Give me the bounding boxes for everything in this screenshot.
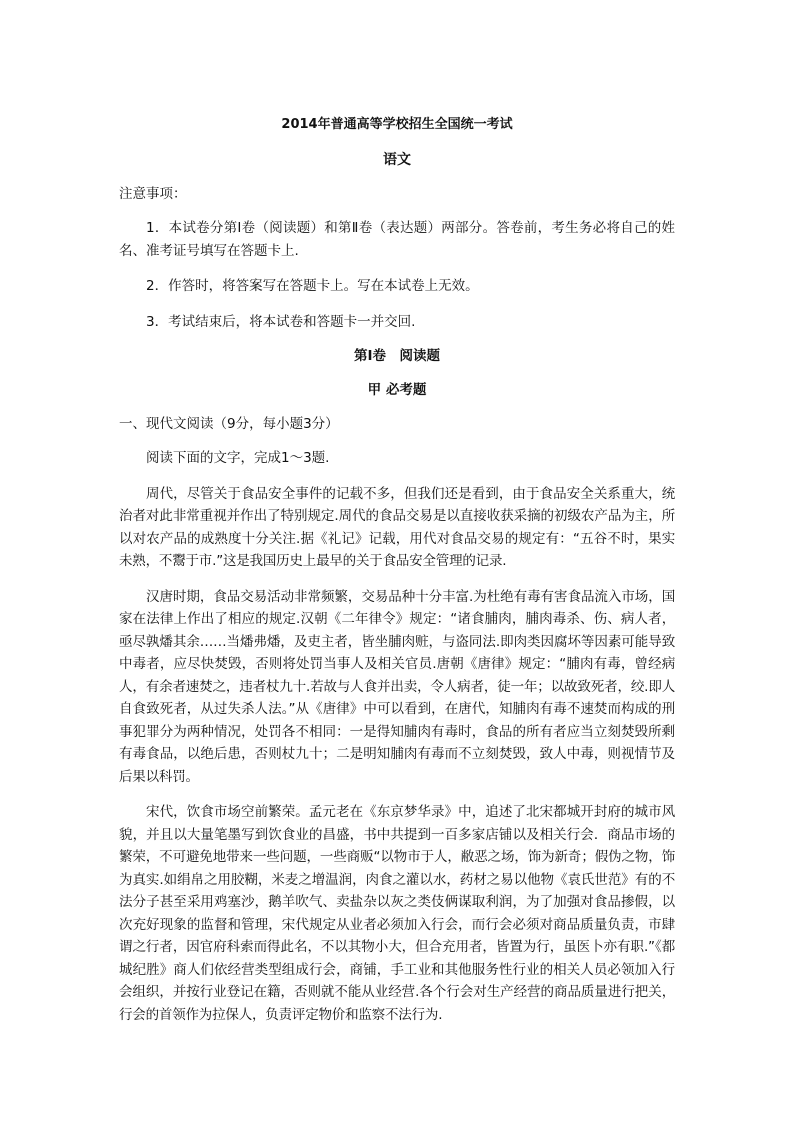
part-title: 甲 必考题	[367, 382, 427, 398]
passage-paragraph-1: 周代，尽管关于食品安全事件的记载不多，但我们还是看到，由于食品安全关系重大，统治者对此非常重视并作出了特别规定.周代的食品交易是以直接收获采摘的初级农产品为主，所以对农产品的成熟度十分关注.据《礼记》记载，用代对食品交易的规定有：“五谷不时，果实未熟，不鬻于市.”这是我国历史上最早的关于食品安全管理的记录.	[119, 485, 675, 569]
notice-item-2: 2．作答时，将答案写在答题卡上。写在本试卷上无效。	[146, 278, 479, 294]
reading-instruction: 阅读下面的文字，完成1～3题.	[146, 450, 330, 466]
notice-item-3: 3．考试结束后，将本试卷和答题卡一并交回.	[146, 313, 416, 330]
passage-paragraph-3: 宋代，饮食市场空前繁荣。孟元老在《东京梦华录》中，追述了北宋都城开封府的城市风貌，并且以大量笔墨写到饮食业的昌盛，书中共提到一百多家店铺以及相关行会．商品市场的繁荣，不可避免地带来一些问题，一些商贩“以物市于人，敝恶之场，饰为新奇；假伪之物，饰为真实.如绢帛之用胶糊，米麦之增温润，肉食之灌以水，药材之易以他物《袁氏世范》有的不法分子甚至采用鸡塞沙，鹅羊吹气、卖盐杂以灰之类伎俩谋取利润，为了加强对食品掺假，以次充好现象的监督和管理，宋代规定从业者必须加入行会，而行会必须对商品质量负责，市肆谓之行者，因官府科索而得此名，不以其物小大，但合充用者，皆置为行，虽医卜亦有职.”《都城纪胜》商人们依经营类型组成行会，商铺，手工业和其他服务性行业的相关人员必领加入行会组织，并按行业登记在籍，否则就不能从业经营.各个行会对生产经营的商品质量进行把关，行会的首领作为拉保人，负责评定物价和监察不法行为.	[119, 804, 675, 1023]
exam-title: 2014年普通高等学校招生全国统一考试	[281, 117, 513, 132]
passage-paragraph-2: 汉唐时期，食品交易活动非常频繁，交易品种十分丰富.为杜绝有毒有害食品流入市场，国家在法律上作出了相应的规定.汉朝《二年律令》规定：“诸食脯肉，脯肉毒杀、伤、病人者，亟尽孰燔其余……当燔弗燔，及吏主者，皆坐脯肉赃，与盗同法.即肉类因腐坏等因素可能导致中毒者，应尽快焚毁，否则将处罚当事人及相关官员.唐朝《唐律》规定：“脯肉有毒，曾经病人，有余者速焚之，违者杖九十.若故与人食并出卖，令人病者，徒一年；以故致死者，绞.即人自食致死者，从过失杀人法。”从《唐律》中可以看到，在唐代，知脯肉有毒不速焚而构成的刑事犯罪分为两种情况，处罚各不相同：一是得知脯肉有毒时，食品的所有者应当立刻焚毁所剩有毒食品，以绝后患，否则杖九十；二是明知脯肉有毒而不立刻焚毁，致人中毒，则视情节及后果以科罚。	[119, 588, 675, 785]
volume-title: 第Ⅰ卷 阅读题	[353, 348, 441, 364]
section-heading: 一、现代文阅读（9分，每小题3分）	[119, 416, 339, 432]
subject-title: 语文	[383, 152, 411, 168]
exam-page	[119, 108, 675, 1039]
notice-heading: 注意事项：	[119, 186, 187, 202]
notice-item-1: 1．本试卷分第Ⅰ卷（阅读题）和第Ⅱ卷（表达题）两部分。答卷前，考生务必将自己的姓名、准考证号填写在答题卡上.	[119, 220, 675, 259]
